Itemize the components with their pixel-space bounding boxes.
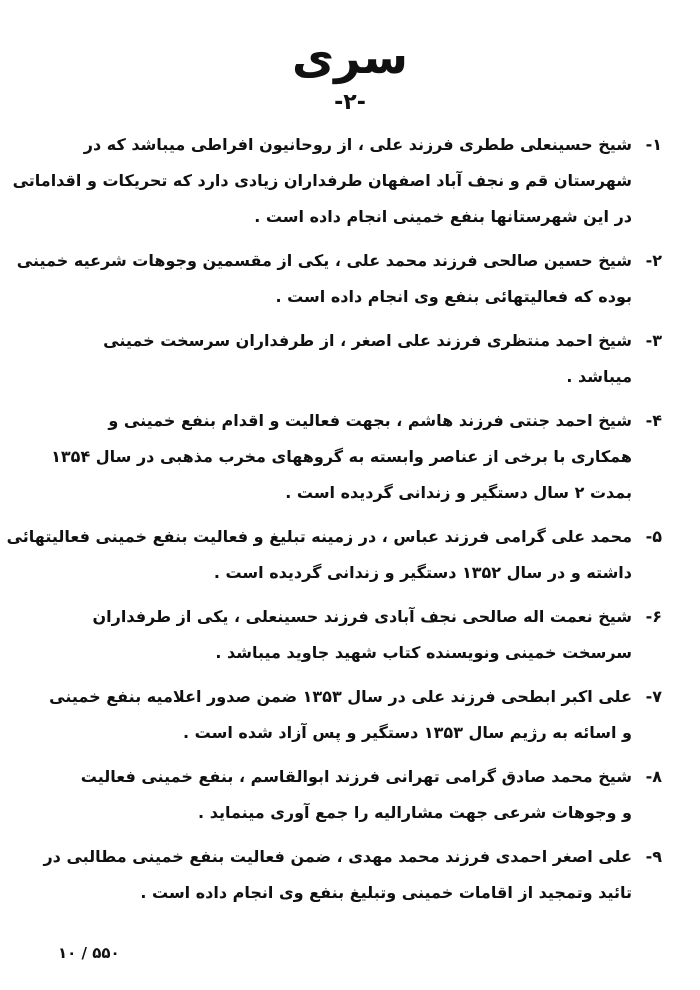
line-text: شیخ احمد منتظری فرزند علی اصغر ، از طرفداران سرسخت خمینی <box>103 331 632 350</box>
list-item-line: سرسخت خمینی ونویسنده کتاب شهید جاوید میباشد . <box>215 643 632 662</box>
list-item-line <box>58 411 662 431</box>
list-item-line <box>58 331 662 351</box>
list-item-line: داشته و در سال ۱۳۵۲ دستگیر و زندانی گردیده است . <box>213 563 632 582</box>
document-body <box>6 135 662 927</box>
list-item-line <box>49 687 662 707</box>
list-item-line: میباشد . <box>566 367 632 386</box>
list-item <box>16 251 662 307</box>
list-item-line <box>6 527 662 547</box>
list-item <box>51 411 662 503</box>
list-item <box>6 527 662 583</box>
list-item-line: همکاری با برخی از عناصر وابسته به گروههای مخرب مذهبی در سال ۱۳۵۴ <box>51 447 632 466</box>
list-item-line: تائید وتمجید از اقامات خمینی وتبلیغ بنفع وی انجام داده است . <box>140 883 632 902</box>
list-item <box>43 847 662 903</box>
item-number: ۵- <box>645 527 662 546</box>
line-text: شیخ محمد صادق گرامی تهرانی فرزند ابوالقاسم ، بنفع خمینی فعالیت <box>80 767 632 786</box>
list-item-line: و اسائه به رژیم سال ۱۳۵۳ دستگیر و پس آزاد شده است . <box>183 723 632 742</box>
line-text: علی اصغر احمدی فرزند محمد مهدی ، ضمن فعالیت بنفع خمینی مطالبی در <box>43 847 632 866</box>
item-number: ۱- <box>645 135 662 154</box>
item-number: ۷- <box>645 687 662 706</box>
item-number: ۶- <box>645 607 662 626</box>
list-item <box>58 331 662 387</box>
list-item <box>12 135 662 227</box>
list-item <box>58 607 662 663</box>
list-item-line: بمدت ۲ سال دستگیر و زندانی گردیده است . <box>285 483 632 502</box>
list-item-line <box>43 847 662 867</box>
list-item-line <box>58 607 662 627</box>
item-number: ۳- <box>645 331 662 350</box>
item-number: ۲- <box>645 251 662 270</box>
item-number: ۸- <box>645 767 662 786</box>
list-item <box>49 687 662 743</box>
list-item-line <box>16 251 662 271</box>
line-text: شیخ حسینعلی ططری فرزند علی ، از روحانیون افراطی میباشد که در <box>83 135 632 154</box>
line-text: شیخ احمد جنتی فرزند هاشم ، بجهت فعالیت و اقدام بنفع خمینی و <box>108 411 632 430</box>
line-text: شیخ حسین صالحی فرزند محمد علی ، یکی از مقسمین وجوهات شرعیه خمینی <box>16 251 632 270</box>
list-item-line: و وجوهات شرعی جهت مشارالیه را جمع آوری مینماید . <box>198 803 632 822</box>
classification-heading: سری <box>291 30 408 84</box>
list-item-line: بوده که فعالیتهائی بنفع وی انجام داده است . <box>275 287 632 306</box>
list-item-line <box>58 135 662 155</box>
line-text: شیخ نعمت اله صالحی نجف آبادی فرزند حسینعلی ، یکی از طرفداران <box>92 607 632 626</box>
page-number: -۲- <box>334 90 366 115</box>
list-item <box>58 767 662 823</box>
list-item-line: شهرستان قم و نجف آباد اصفهان طرفداران زیادی دارد که تحریکات و اقداماتی <box>12 171 632 190</box>
footer-code: ۱۰ / ۵۵۰ <box>58 944 120 962</box>
line-text: علی اکبر ابطحی فرزند علی در سال ۱۳۵۳ ضمن صدور اعلامیه بنفع خمینی <box>49 687 632 706</box>
list-item-line: در این شهرستانها بنفع خمینی انجام داده است . <box>254 207 632 226</box>
item-number: ۴- <box>645 411 662 430</box>
line-text: محمد علی گرامی فرزند عباس ، در زمینه تبلیغ و فعالیت بنفع خمینی فعالیتهائی <box>6 527 632 546</box>
list-item-line <box>58 767 662 787</box>
item-number: ۹- <box>645 847 662 866</box>
